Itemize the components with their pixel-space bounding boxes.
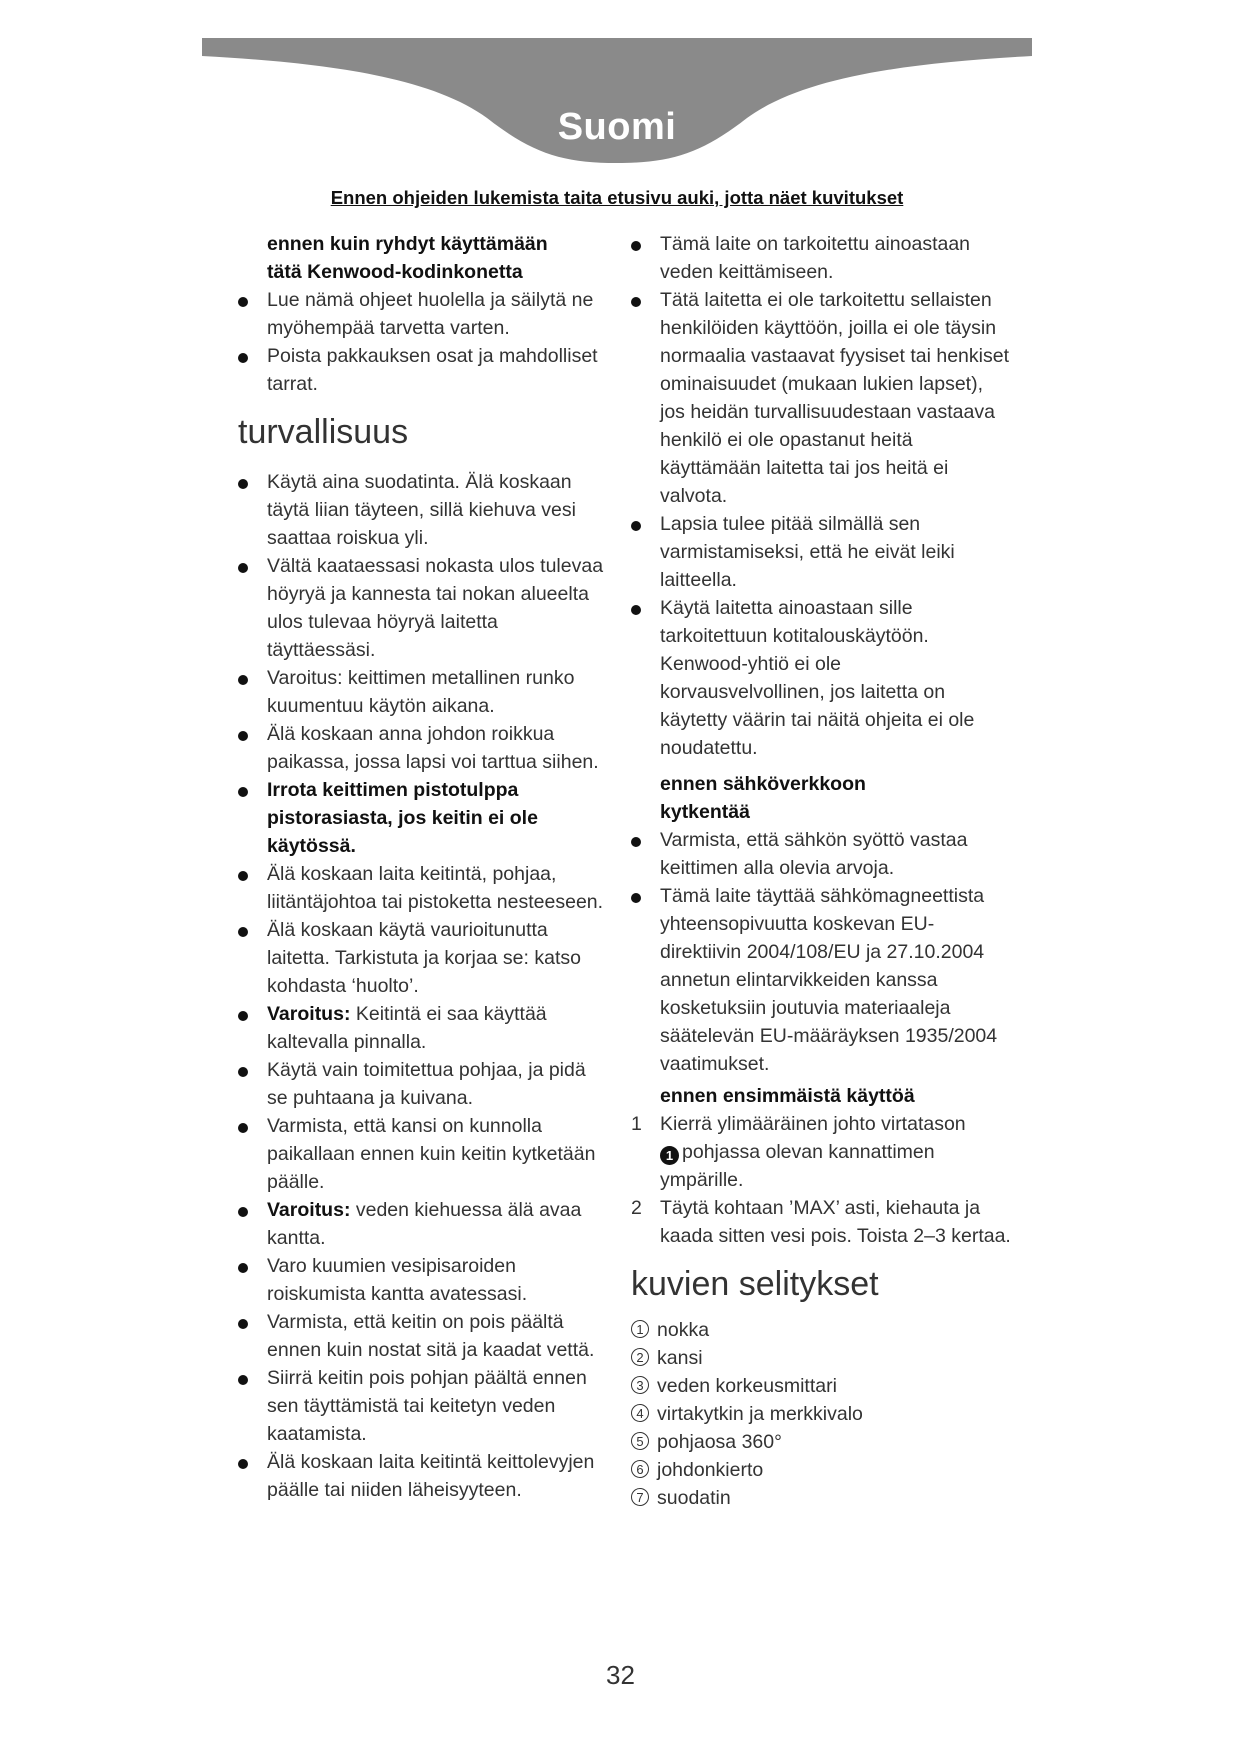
intro-heading: ennen kuin ryhdyt käyttämään tätä Kenwood-kodinkonetta <box>267 233 548 283</box>
legend-item: 4 virtakytkin ja merkkivalo <box>631 1400 1011 1428</box>
right-column <box>631 230 1011 1512</box>
step-1: 1 Kierrä ylimääräinen johto virtatason 1 pohjassa olevan kannattimen ympärille. <box>631 1113 966 1191</box>
mains-heading: ennen sähköverkkoon kytkentää <box>660 773 866 823</box>
part-reference-badge: 1 <box>660 1146 679 1165</box>
intro-bullet: Lue nämä ohjeet huolella ja säilytä ne myöhempää tarvetta varten. <box>238 286 608 342</box>
mains-bullet: Varmista, että sähkön syöttö vastaa keittimen alla olevia arvoja. <box>631 826 1011 882</box>
safety-bullet: Älä koskaan anna johdon roikkua paikassa, jossa lapsi voi tarttua siihen. <box>238 720 608 776</box>
legend-item: 2 kansi <box>631 1344 1011 1372</box>
safety-bullet: Tämä laite on tarkoitettu ainoastaan veden keittämiseen. <box>631 230 1011 286</box>
left-column <box>238 230 608 1504</box>
safety-bullet: Lapsia tulee pitää silmällä sen varmistamiseksi, että he eivät leiki laitteella. <box>631 510 1011 594</box>
safety-bullet-warning: Varoitus: veden kiehuessa älä avaa kantta. <box>238 1196 608 1252</box>
first-use-heading: ennen ensimmäistä käyttöä <box>660 1085 915 1107</box>
legend-item: 7 suodatin <box>631 1484 1011 1512</box>
warning-label: Varoitus: <box>267 1003 351 1025</box>
safety-bullet: Käytä laitetta ainoastaan sille tarkoitettuun kotitalouskäytöön. Kenwood-yhtiö ei ole korvausvelvollinen, jos laitetta on käytetty väärin tai näitä ohjeita ei ole noudatettu. <box>631 594 1011 762</box>
safety-bullet: Vältä kaataessasi nokasta ulos tulevaa höyryä ja kannesta tai nokan alueelta ulos tulevaa höyryä laitetta täyttäessäsi. <box>238 552 608 664</box>
step-2: 2 Täytä kohtaan ’MAX’ asti, kiehauta ja kaada sitten vesi pois. Toista 2–3 kertaa. <box>631 1197 1011 1247</box>
legend-item: 1 nokka <box>631 1316 1011 1344</box>
safety-bullet: Älä koskaan laita keitintä, pohjaa, liitäntäjohtoa tai pistoketta nesteeseen. <box>238 860 608 916</box>
safety-title: turvallisuus <box>238 413 409 451</box>
safety-bullet: Käytä vain toimitettua pohjaa, ja pidä se puhtaana ja kuivana. <box>238 1056 608 1112</box>
fold-out-note: Ennen ohjeiden lukemista taita etusivu auki, jotta näet kuvitukset <box>330 187 904 208</box>
safety-bullet-warning: Varoitus: Keitintä ei saa käyttää kaltevalla pinnalla. <box>238 1000 608 1056</box>
legend-item: 6 johdonkierto <box>631 1456 1011 1484</box>
safety-bullet: Tätä laitetta ei ole tarkoitettu sellaisten henkilöiden käyttöön, joilla ei ole täysin normaalia vastaavat fyysiset tai henkiset ominaisuudet (mukaan lukien lapset), jos heidän turvallisuudestaan vastaava henkilö ei ole opastanut heitä käyttämään laitetta tai jos heitä ei valvota. <box>631 286 1011 510</box>
safety-bullet: Älä koskaan käytä vaurioitunutta laitetta. Tarkistuta ja korjaa se: katso kohdasta ‘huolto’. <box>238 916 608 1000</box>
safety-bullet: Siirrä keitin pois pohjan päältä ennen sen täyttämistä tai keitetyn veden kaatamista. <box>238 1364 608 1448</box>
warning-label: Varoitus: <box>267 1199 351 1221</box>
safety-bullet: Varo kuumien vesipisaroiden roiskumista kantta avatessasi. <box>238 1252 608 1308</box>
safety-bullet: Käytä aina suodatinta. Älä koskaan täytä liian täyteen, sillä kiehuva vesi saattaa roiskua yli. <box>238 468 608 552</box>
legend-item: 3 veden korkeusmittari <box>631 1372 1011 1400</box>
page-number: 32 <box>606 1660 635 1690</box>
safety-bullet-bold: Irrota keittimen pistotulppa pistorasiasta, jos keitin ei ole käytössä. <box>238 776 608 860</box>
legend-item: 5 pohjaosa 360° <box>631 1428 1011 1456</box>
safety-bullet: Älä koskaan laita keitintä keittolevyjen päälle tai niiden läheisyyteen. <box>238 1448 608 1504</box>
safety-bullet: Varoitus: keittimen metallinen runko kuumentuu käytön aikana. <box>238 664 608 720</box>
intro-bullet: Poista pakkauksen osat ja mahdolliset tarrat. <box>238 342 608 398</box>
safety-bullet: Varmista, että kansi on kunnolla paikallaan ennen kuin keitin kytketään päälle. <box>238 1112 608 1196</box>
language-title: Suomi <box>557 106 677 148</box>
legend-title: kuvien selitykset <box>631 1265 879 1303</box>
mains-bullet: Tämä laite täyttää sähkömagneettista yhteensopivuutta koskevan EU-direktiivin 2004/108/EU ja 27.10.2004 annetun elintarvikkeiden kanssa kosketuksiin joutuvia materiaaleja säätelevän EU-määräyksen 1935/2004 vaatimukset. <box>631 882 1011 1078</box>
safety-bullet: Varmista, että keitin on pois päältä ennen kuin nostat sitä ja kaadat vettä. <box>238 1308 608 1364</box>
header-band <box>202 38 1032 178</box>
